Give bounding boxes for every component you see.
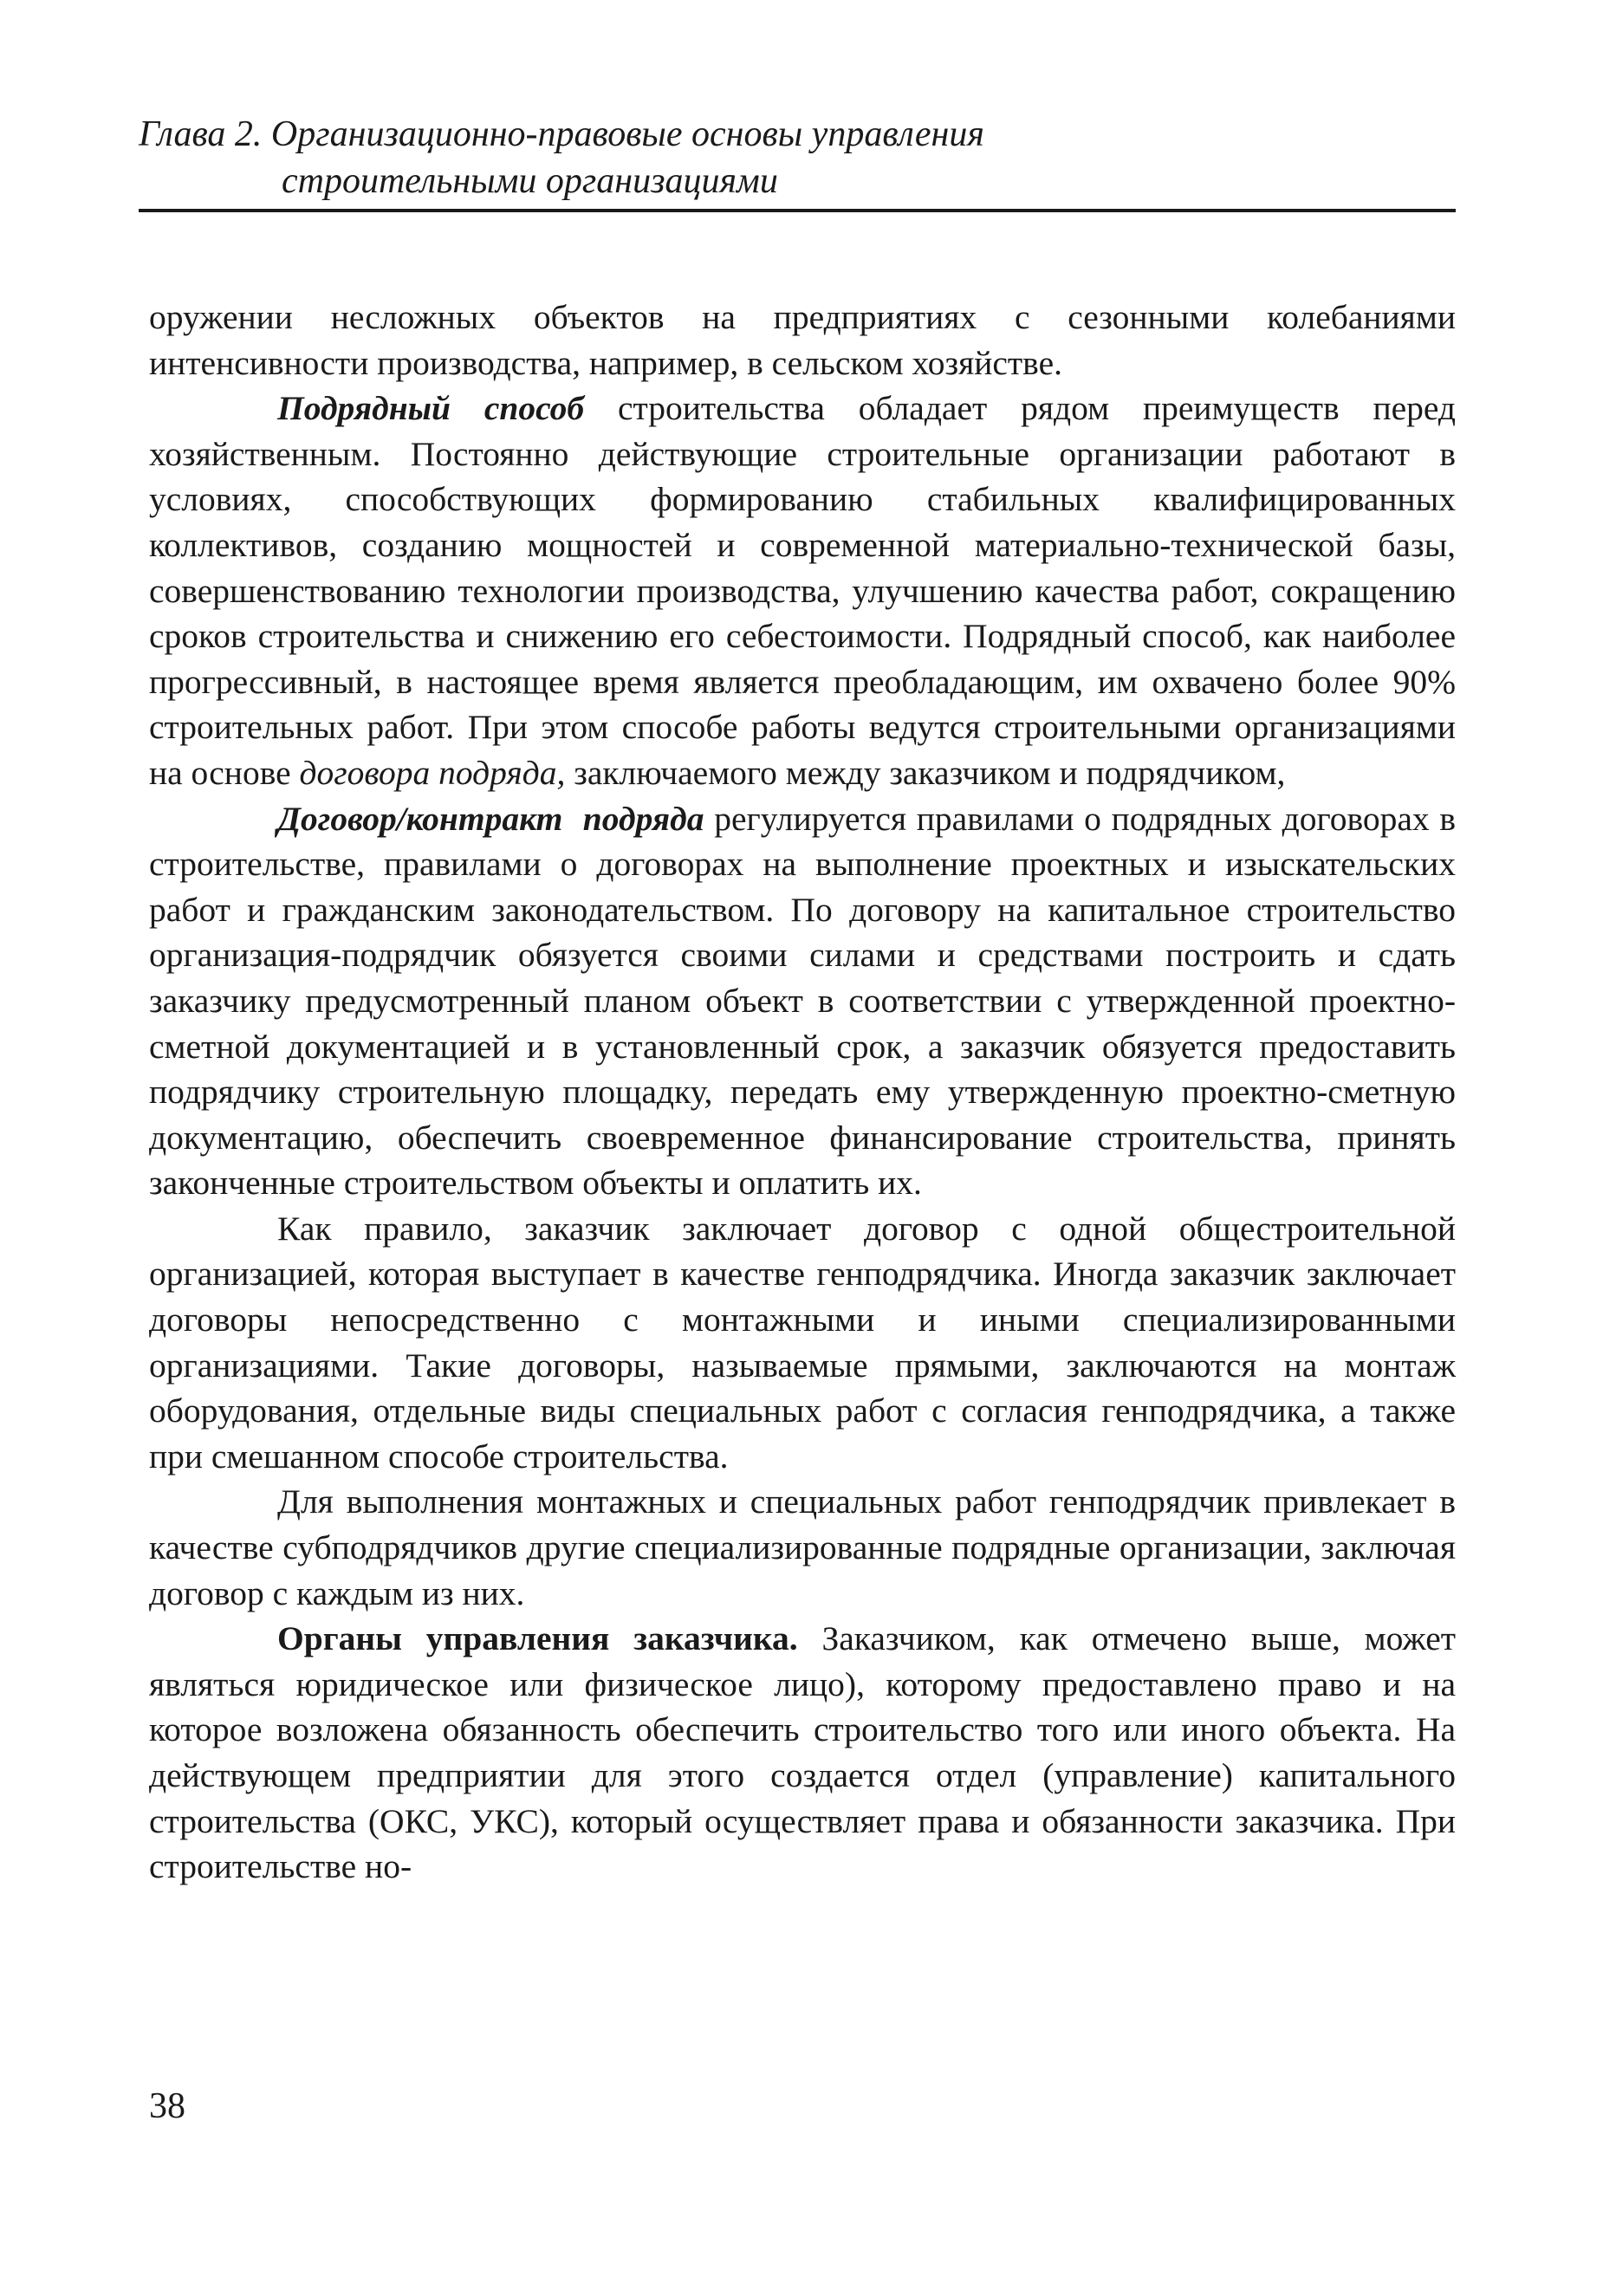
chapter-title-line-2: строительными организациями: [282, 161, 778, 201]
term-customer-bodies: Органы управления заказчика.: [277, 1619, 798, 1658]
paragraph-contract-method: [149, 386, 1456, 795]
paragraph-contract-agreement: [149, 796, 1456, 1206]
paragraph-subcontractors: [149, 1479, 1456, 1616]
paragraph-text: заключаемого между заказчиком и подрядчиком,: [565, 753, 1286, 792]
paragraph-continuation: [149, 295, 1456, 386]
chapter-title-line-1: Глава 2. Организационно-правовые основы управления: [139, 114, 984, 154]
term-contract-agreement: договора подряда,: [299, 753, 566, 792]
paragraph-text: Заказчиком, как отмечено выше, может являться юридическое или физическое лицо), которому предоставлено право и на которое возложена обязанность обеспечить строительство того или иного объекта. На действующем предприятии для этого создается отдел (управление) капитального строительства (ОКС, УКС), который осуществляет права и обязанности заказчика. При строительстве но-: [149, 1619, 1456, 1886]
paragraph-text: Для выполнения монтажных и специальных работ генподрядчик привлекает в качестве субподрядчиков другие специализированные подрядные организации, заключая договор с каждым из них.: [149, 1482, 1456, 1612]
term-contract-method: Подрядный способ: [277, 389, 585, 428]
paragraph-text: строительства обладает рядом преимуществ перед хозяйственным. Постоянно действующие строительные организации работают в условиях, способствующих формированию стабильных квалифицированных коллективов, созданию мощностей и современной материально-технической базы, совершенствованию технологии производства, улучшению качества работ, сокращению сроков строительства и снижению его себестоимости. Подрядный способ, как наиболее прогрессивный, в настоящее время является преобладающим, им охвачено более 90% строительных работ. При этом способе работы ведутся строительными организациями на основе: [149, 389, 1456, 792]
page-number: 38: [149, 2086, 185, 2126]
term-contract-agreement-heading: Договор/контракт подряда: [277, 799, 704, 838]
paragraph-general-contractor: [149, 1206, 1456, 1480]
running-header: [139, 111, 1456, 204]
paragraph-text: оружении несложных объектов на предприятиях с сезонными колебаниями интенсивности производства, например, в сельском хозяйстве.: [149, 298, 1456, 382]
paragraph-customer-bodies: [149, 1616, 1456, 1890]
header-divider: [139, 209, 1456, 212]
paragraph-text: Как правило, заказчик заключает договор с одной общестроительной организацией, которая выступает в качестве генподрядчика. Иногда заказчик заключает договоры непосредственно с монтажными и иными специализированными организациями. Такие договоры, называемые прямыми, заключаются на монтаж оборудования, отдельные виды специальных работ с согласия генподрядчика, а также при смешанном способе строительства.: [149, 1209, 1456, 1476]
paragraph-text: регулируется правилами о подрядных договорах в строительстве, правилами о договорах на выполнение проектных и изыскательских работ и гражданским законодательством. По договору на капитальное строительство организация-подрядчик обязуется своими силами и средствами построить и сдать заказчику предусмотренный планом объект в соответствии с утвержденной проектно-сметной документацией и в установленный срок, а заказчик обязуется предоставить подрядчику строительную площадку, передать ему утвержденную проектно-сметную документацию, обеспечить своевременное финансирование строительства, принять законченные строительством объекты и оплатить их.: [149, 799, 1456, 1203]
body-text: [149, 295, 1456, 1890]
